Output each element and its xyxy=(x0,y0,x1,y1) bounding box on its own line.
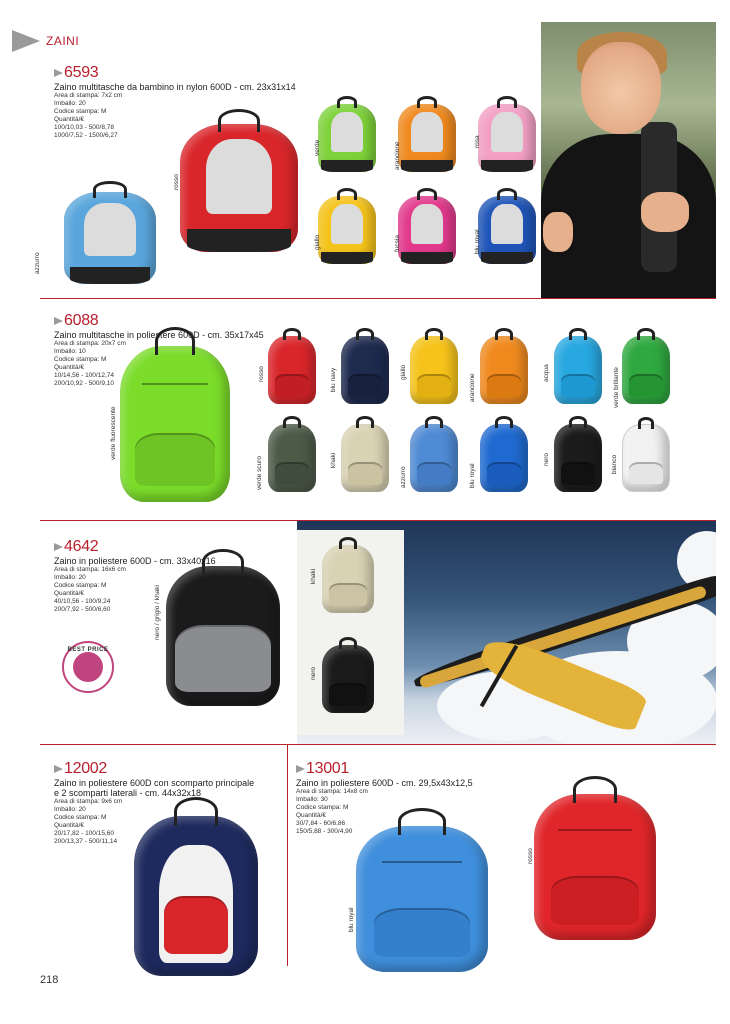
spec-line: Codice stampa: M xyxy=(54,108,107,115)
handle xyxy=(569,328,586,340)
front-pocket xyxy=(329,583,366,606)
spec-line: Codice stampa: M xyxy=(54,582,107,589)
handle xyxy=(93,181,126,198)
arrow-icon xyxy=(54,69,63,77)
front-pocket xyxy=(551,876,639,926)
panel xyxy=(491,112,524,151)
spec-line: 200/10,92 - 500/9,10 xyxy=(54,380,114,387)
color-label: arancione xyxy=(469,373,476,402)
base xyxy=(70,267,151,284)
front-pocket xyxy=(348,462,383,485)
spec-line: 20/17,82 - 100/15,60 xyxy=(54,830,114,837)
product-description: Zaino in poliestere 600D - cm. 29,5x43x12,5 xyxy=(296,778,473,788)
backpack-blu-royal xyxy=(356,826,488,972)
color-label: verde fluorescente xyxy=(110,406,117,460)
spec-line: Imballo: 10 xyxy=(54,348,86,355)
product-description: Zaino in poliestere 600D con scomparto principale xyxy=(54,778,255,788)
backpack-arancione xyxy=(398,104,456,172)
backpack-verde-scuro xyxy=(268,424,316,492)
base xyxy=(401,160,452,172)
handle xyxy=(638,417,655,429)
front-pocket xyxy=(487,374,522,397)
spec-line: 200/7,92 - 500/6,60 xyxy=(54,606,111,613)
color-label: azzurro xyxy=(34,252,41,274)
spec-line: Imballo: 30 xyxy=(296,796,328,803)
front-pocket xyxy=(175,625,271,692)
backpack-azzurro xyxy=(64,192,156,284)
backpack-blu-navy xyxy=(341,336,389,404)
spec-line: Area di stampa: 9x6 cm xyxy=(54,798,123,805)
panel xyxy=(411,204,444,243)
arrow-icon xyxy=(296,765,305,773)
front-pocket xyxy=(348,374,383,397)
section-marker-icon xyxy=(12,30,40,52)
spec-line: Codice stampa: M xyxy=(296,804,349,811)
backpack-verde-fluorescente xyxy=(120,346,230,502)
spec-line: Area di stampa: 14x8 cm xyxy=(296,788,368,795)
color-label: rosa xyxy=(474,135,481,148)
product-description: Zaino in poliestere 600D - cm. 33x40x16 xyxy=(54,556,216,566)
color-label: verde xyxy=(314,139,321,156)
handle xyxy=(337,96,358,108)
handle xyxy=(425,328,442,340)
product-code: 6593 xyxy=(54,64,354,82)
color-label: bianco xyxy=(611,454,618,474)
front-pocket xyxy=(487,462,522,485)
handle xyxy=(417,96,438,108)
product-description: e 2 scomparti laterali - cm. 44x32x18 xyxy=(54,788,202,798)
color-label: verde scuro xyxy=(256,456,263,490)
section-divider xyxy=(40,744,716,745)
spec-line: Quantità/€ xyxy=(54,116,84,123)
color-label: giallo xyxy=(314,234,321,250)
front-pocket xyxy=(135,433,214,486)
spec-line: Quantità/€ xyxy=(54,590,84,597)
base xyxy=(401,252,452,264)
front-pocket xyxy=(561,374,596,397)
handle xyxy=(339,637,358,649)
spec-line: Area di stampa: 16x6 cm xyxy=(54,566,126,573)
product-code: 13001 xyxy=(296,760,526,778)
handle xyxy=(425,416,442,428)
handle xyxy=(573,776,617,802)
arrow-icon xyxy=(54,317,63,325)
base xyxy=(187,229,291,252)
handle xyxy=(495,328,512,340)
arrow-icon xyxy=(54,765,63,773)
best-price-badge xyxy=(62,641,114,693)
badge-text: BEST PRICE xyxy=(67,647,109,653)
spec-line: Quantità/€ xyxy=(54,822,84,829)
front-pocket xyxy=(561,462,596,485)
handle xyxy=(283,328,300,340)
page-number: 218 xyxy=(40,974,59,986)
front-pocket xyxy=(275,374,310,397)
arrow-icon xyxy=(54,543,63,551)
handle xyxy=(495,416,512,428)
color-label: fucsia xyxy=(394,235,401,252)
spec-line: 40/10,56 - 100/9,24 xyxy=(54,598,111,605)
spec-line: Codice stampa: M xyxy=(54,356,107,363)
section-title: ZAINI xyxy=(46,34,80,48)
color-label: blu royal xyxy=(348,907,355,932)
backpack-fucsia xyxy=(398,196,456,264)
child-face xyxy=(581,42,661,134)
zipper xyxy=(382,861,461,863)
handle xyxy=(497,96,518,108)
color-label: verde brillante xyxy=(613,367,620,408)
front-pocket xyxy=(329,683,366,706)
backpack-nero-grigio-khaki xyxy=(166,566,280,706)
backpack-blu-royal xyxy=(478,196,536,264)
panel xyxy=(411,112,444,151)
handle xyxy=(283,416,300,428)
spec-line: 10/14,56 - 100/12,74 xyxy=(54,372,114,379)
backpack-giallo xyxy=(410,336,458,404)
color-label: rosso xyxy=(258,366,265,382)
backpack-bianco xyxy=(622,424,670,492)
handle xyxy=(218,109,260,132)
front-pocket xyxy=(164,896,229,954)
spec-line: Area di stampa: 7x2 cm xyxy=(54,92,123,99)
handle xyxy=(398,808,446,834)
color-label: nero xyxy=(543,452,550,466)
backpack-rosso xyxy=(180,124,298,252)
column-divider xyxy=(287,744,288,966)
color-label: arancione xyxy=(394,141,401,170)
handle xyxy=(417,188,438,200)
handle xyxy=(356,416,373,428)
spec-line: Imballo: 20 xyxy=(54,100,86,107)
color-label: khaki xyxy=(310,568,317,584)
handle xyxy=(337,188,358,200)
spec-line: 100/10,03 - 500/8,78 xyxy=(54,124,114,131)
handle xyxy=(339,537,358,549)
backpack-azzurro xyxy=(410,424,458,492)
base xyxy=(481,252,532,264)
spec-line: Imballo: 20 xyxy=(54,806,86,813)
color-label: blu royal xyxy=(474,229,481,254)
product-code: 6088 xyxy=(54,312,294,330)
base xyxy=(481,160,532,172)
backpack-rosso xyxy=(268,336,316,404)
child-hand xyxy=(543,212,573,252)
zipper xyxy=(142,383,208,385)
panel xyxy=(331,204,364,243)
front-pocket xyxy=(374,908,469,958)
backpack-blu-royal xyxy=(480,424,528,492)
handle xyxy=(202,549,243,574)
backpack-nero xyxy=(554,424,602,492)
backpack-nero xyxy=(322,645,374,713)
section-divider xyxy=(40,298,716,299)
zipper xyxy=(558,829,631,831)
handle xyxy=(637,328,654,340)
color-label: acqua xyxy=(543,364,550,382)
product-description: Zaino multitasche da bambino in nylon 600D - cm. 23x31x14 xyxy=(54,82,296,92)
color-label: nero xyxy=(310,666,317,680)
backpack-arancione xyxy=(480,336,528,404)
backpack-12002 xyxy=(134,816,258,976)
backpack-verde xyxy=(318,104,376,172)
handle xyxy=(174,797,219,826)
spec-line: 200/13,37 - 500/11,14 xyxy=(54,838,118,845)
spec-line: Area di stampa: 20x7 cm xyxy=(54,340,126,347)
color-label: rosso xyxy=(527,848,534,864)
child-hand xyxy=(641,192,689,232)
backpack-rosa xyxy=(478,104,536,172)
panel xyxy=(84,203,136,256)
color-label: rosso xyxy=(173,174,180,190)
panel xyxy=(331,112,364,151)
spec-line: Imballo: 20 xyxy=(54,574,86,581)
badge-pig-icon xyxy=(73,652,103,682)
handle xyxy=(356,328,373,340)
panel xyxy=(206,139,272,213)
handle xyxy=(155,327,195,355)
backpack-khaki xyxy=(322,545,374,613)
spec-line: 30/7,84 - 60/6,86 xyxy=(296,820,346,827)
product-code: 4642 xyxy=(54,538,294,556)
color-label: nero / grigio / khaki xyxy=(154,585,161,640)
spec-line: Quantità/€ xyxy=(296,812,326,819)
spec-line: Quantità/€ xyxy=(54,364,84,371)
base xyxy=(321,160,372,172)
spec-line: 1000/7,52 - 1500/6,27 xyxy=(54,132,118,139)
backpack-giallo xyxy=(318,196,376,264)
handle xyxy=(497,188,518,200)
product-description: Zaino multitasche in poliestere 600D - cm. 35x17x45 xyxy=(54,330,264,340)
color-label: blu navy xyxy=(330,367,337,392)
front-pocket xyxy=(629,462,662,484)
backpack-khaki xyxy=(341,424,389,492)
front-pocket xyxy=(275,462,310,485)
spec-line: 150/5,88 - 300/4,90 xyxy=(296,828,353,835)
base xyxy=(321,252,372,264)
color-label: azzurro xyxy=(400,466,407,488)
product-code: 12002 xyxy=(54,760,284,778)
spec-line: Codice stampa: M xyxy=(54,814,107,821)
backpack-verde-brillante xyxy=(622,336,670,404)
color-label: blu royal xyxy=(469,463,476,488)
front-pocket xyxy=(629,374,664,397)
color-label: khaki xyxy=(330,452,337,468)
front-pocket xyxy=(417,374,452,397)
front-pocket xyxy=(417,462,452,485)
panel xyxy=(491,204,524,243)
backpack-acqua xyxy=(554,336,602,404)
handle xyxy=(569,416,586,428)
photo-child-with-backpack xyxy=(541,22,716,298)
color-label: giallo xyxy=(400,364,407,380)
backpack-rosso xyxy=(534,794,656,940)
